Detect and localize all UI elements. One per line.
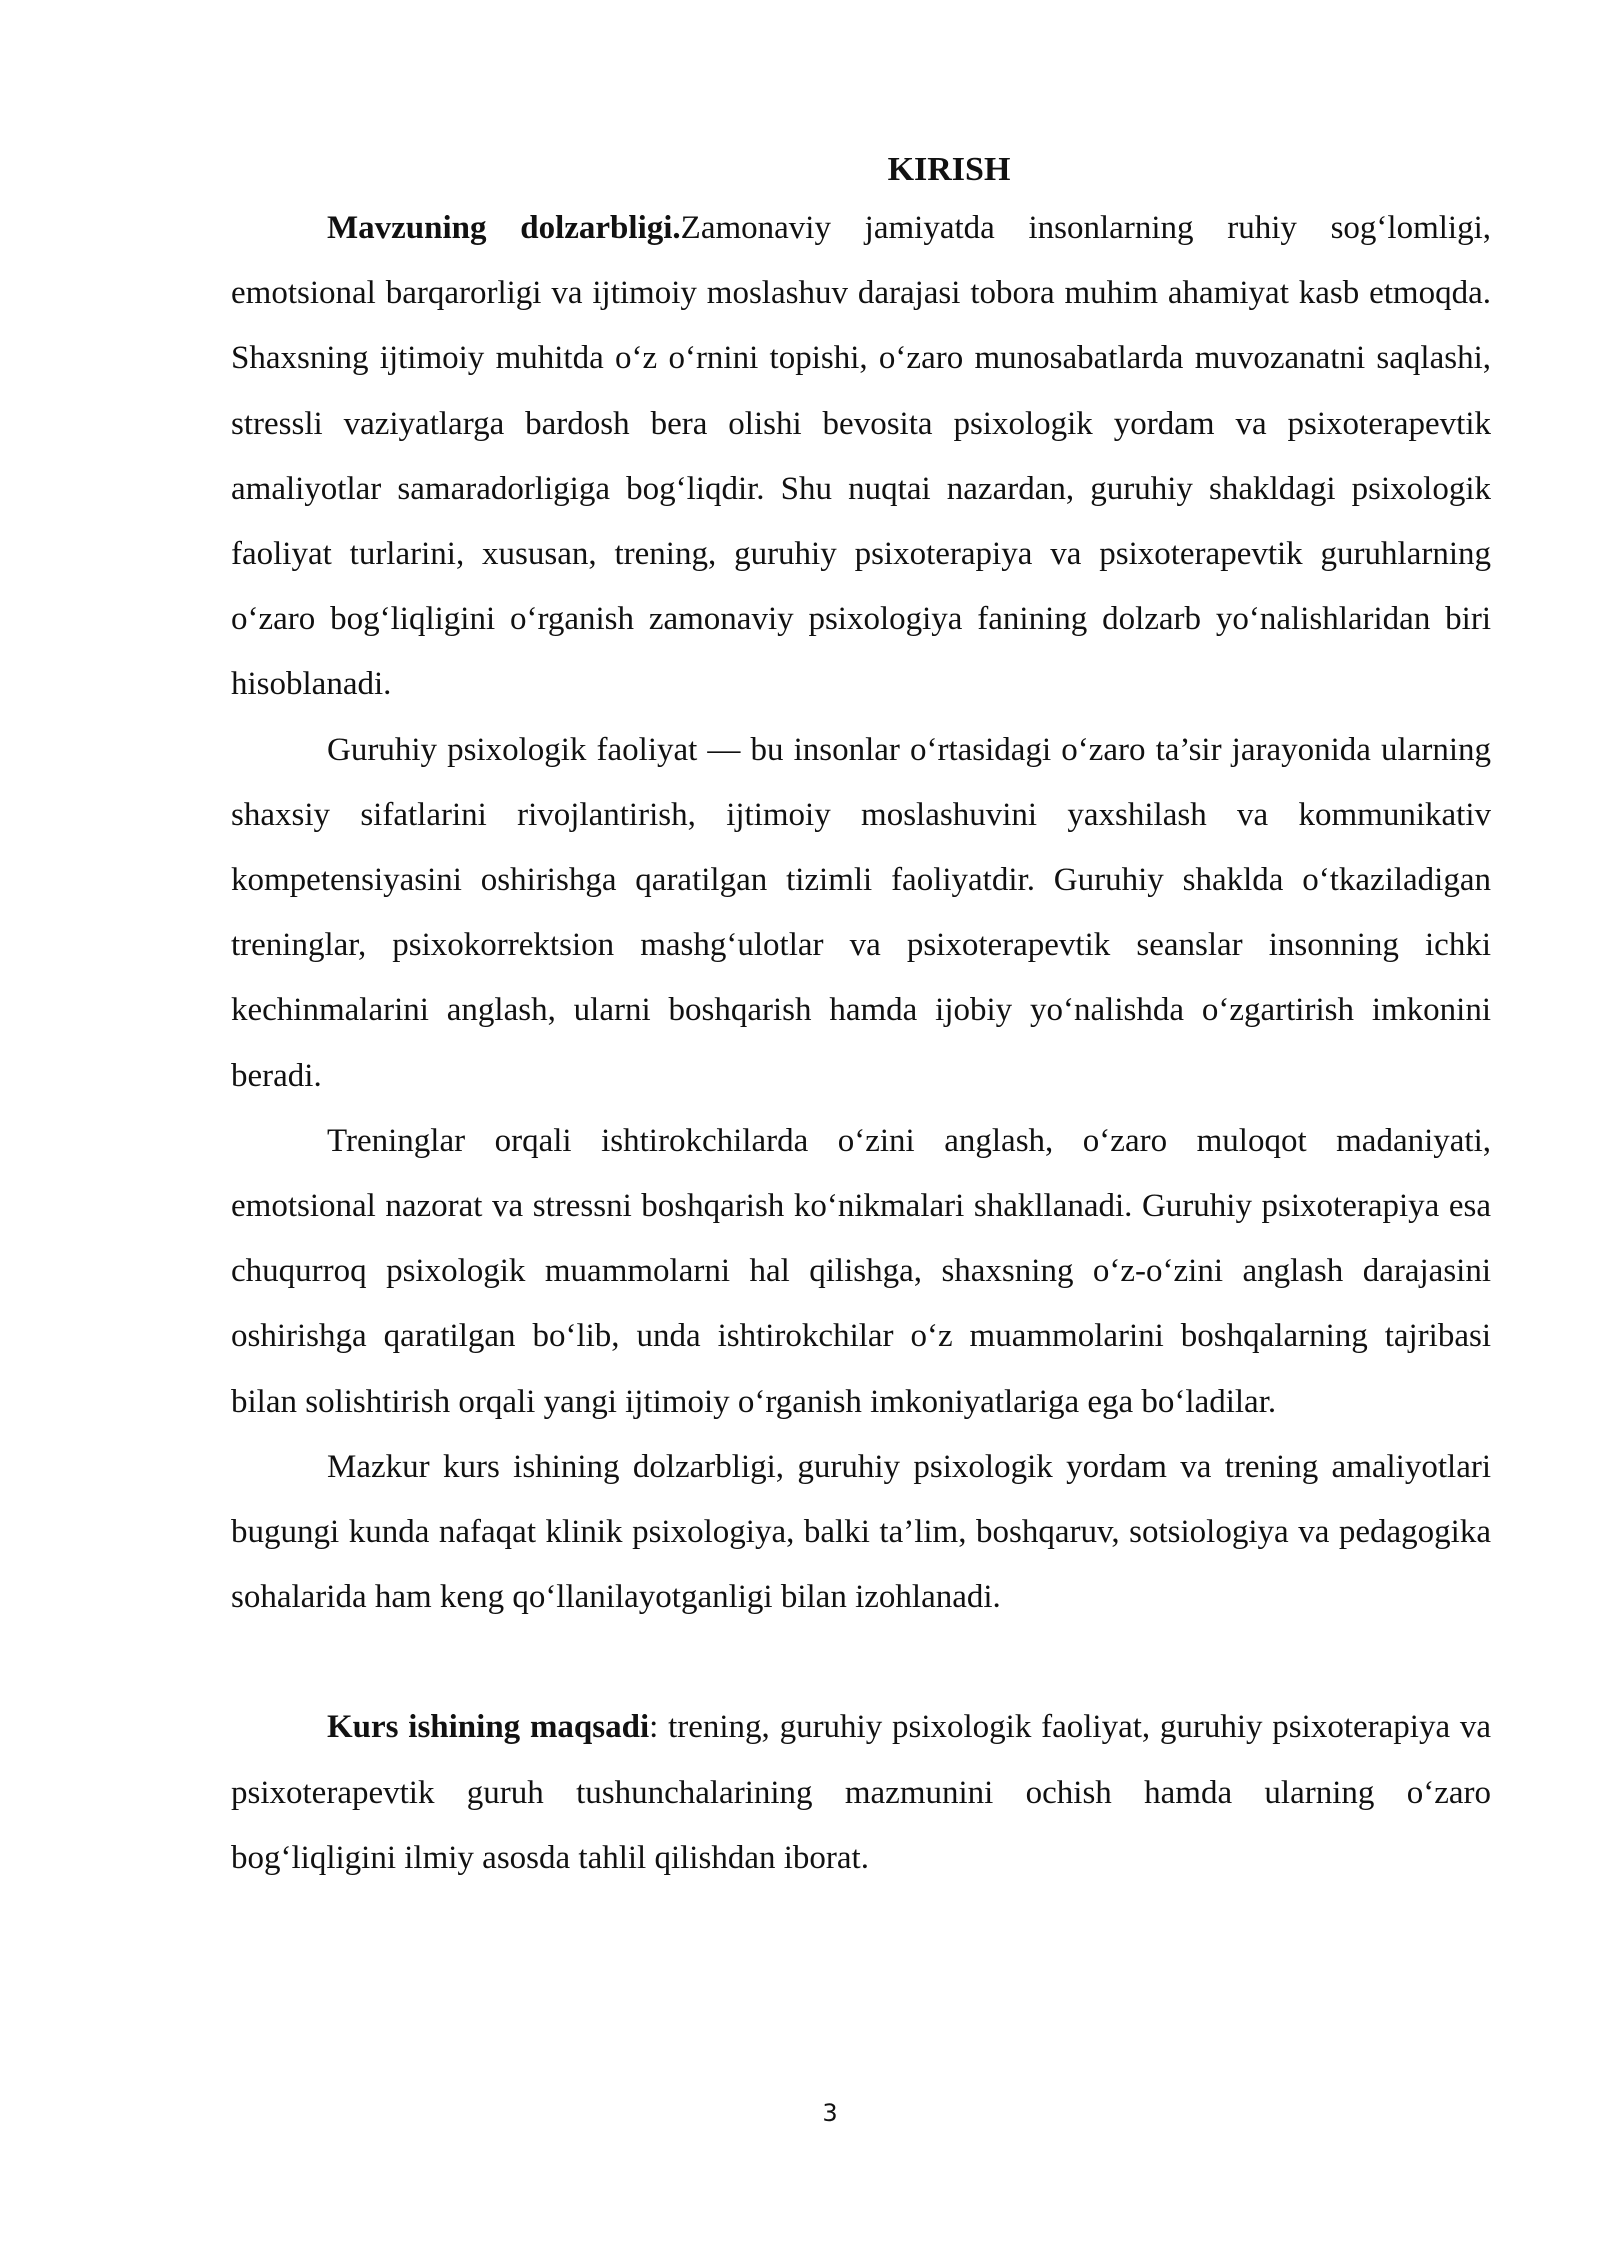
paragraph-lead: Kurs ishining maqsadi xyxy=(327,1709,650,1746)
paragraph-relevance xyxy=(231,196,1491,718)
paragraph-trainings xyxy=(231,1109,1491,1435)
paragraph-text: Zamonaviy jamiyatda insonlarning ruhiy sog‘lomligi, emotsional barqarorligi va ijtimoiy moslashuv darajasi tobora muhim ahamiyat kasb etmoqda. Shaxsning ijtimoiy muhitda o‘z o‘rnini topishi, o‘zaro munosabatlarda muvozanatni saqlashi, stressli vaziyatlarga bardosh bera olishi bevosita psixologik yordam va psixoterapevtik amaliyotlar samaradorligiga bog‘liqdir. Shu nuqtai nazardan, guruhiy shakldagi psixologik faoliyat turlarini, xususan, trening, guruhiy psixoterapiya va psixoterapevtik guruhlarning o‘zaro bog‘liqligini o‘rganish zamonaviy psixologiya fanining dolzarb yo‘nalishlaridan biri hisoblanadi. xyxy=(231,210,1492,703)
document-body xyxy=(231,150,1491,1891)
paragraph-group-activity xyxy=(231,718,1491,1109)
paragraph-spacer xyxy=(231,1630,1491,1695)
page-number: 3 xyxy=(822,2099,838,2127)
paragraph-lead: Mavzuning dolzarbligi. xyxy=(327,210,681,246)
paragraph-goal xyxy=(231,1695,1491,1891)
paragraph-text: Guruhiy psixologik faoliyat — bu insonlar o‘rtasidagi o‘zaro ta’sir jarayonida ularning shaxsiy sifatlarini rivojlantirish, ijtimoiy moslashuvini yaxshilash va kommunikativ kompetensiyasini oshirishga qaratilgan tizimli faoliyatdir. Guruhiy shaklda o‘tkaziladigan treninglar, psixokorrektsion mashg‘ulotlar va psixoterapevtik seanslar insonning ichki kechinmalarini anglash, ularni boshqarish hamda ijobiy yo‘nalishda o‘zgartirish imkonini beradi. xyxy=(231,731,1491,1094)
paragraph-text: : trening, guruhiy psixologik faoliyat, guruhiy psixoterapiya va psixoterapevtik guruh tushunchalarining mazmunini ochish hamda ularning o‘zaro bog‘liqligini ilmiy asosda tahlil qilishdan iborat. xyxy=(231,1709,1491,1876)
paragraph-coursework-relevance xyxy=(231,1435,1491,1631)
paragraph-text: Treninglar orqali ishtirokchilarda o‘zini anglash, o‘zaro muloqot madaniyati, emotsional nazorat va stressni boshqarish ko‘nikmalari shakllanadi. Guruhiy psixoterapiya esa chuqurroq psixologik muammolarni hal qilishga, shaxsning o‘z-o‘zini anglash darajasini oshirishga qaratilgan bo‘lib, unda ishtirokchilar o‘z muammolarini boshqalarning tajribasi bilan solishtirish orqali yangi ijtimoiy o‘rganish imkoniyatlariga ega bo‘ladilar. xyxy=(231,1122,1491,1420)
paragraph-text: Mazkur kurs ishining dolzarbligi, guruhiy psixologik yordam va trening amaliyotlari bugungi kunda nafaqat klinik psixologiya, balki ta’lim, boshqaruv, sotsiologiya va pedagogika sohalarida ham keng qo‘llanilayotganligi bilan izohlanadi. xyxy=(231,1448,1491,1616)
section-heading: KIRISH xyxy=(887,151,1011,188)
